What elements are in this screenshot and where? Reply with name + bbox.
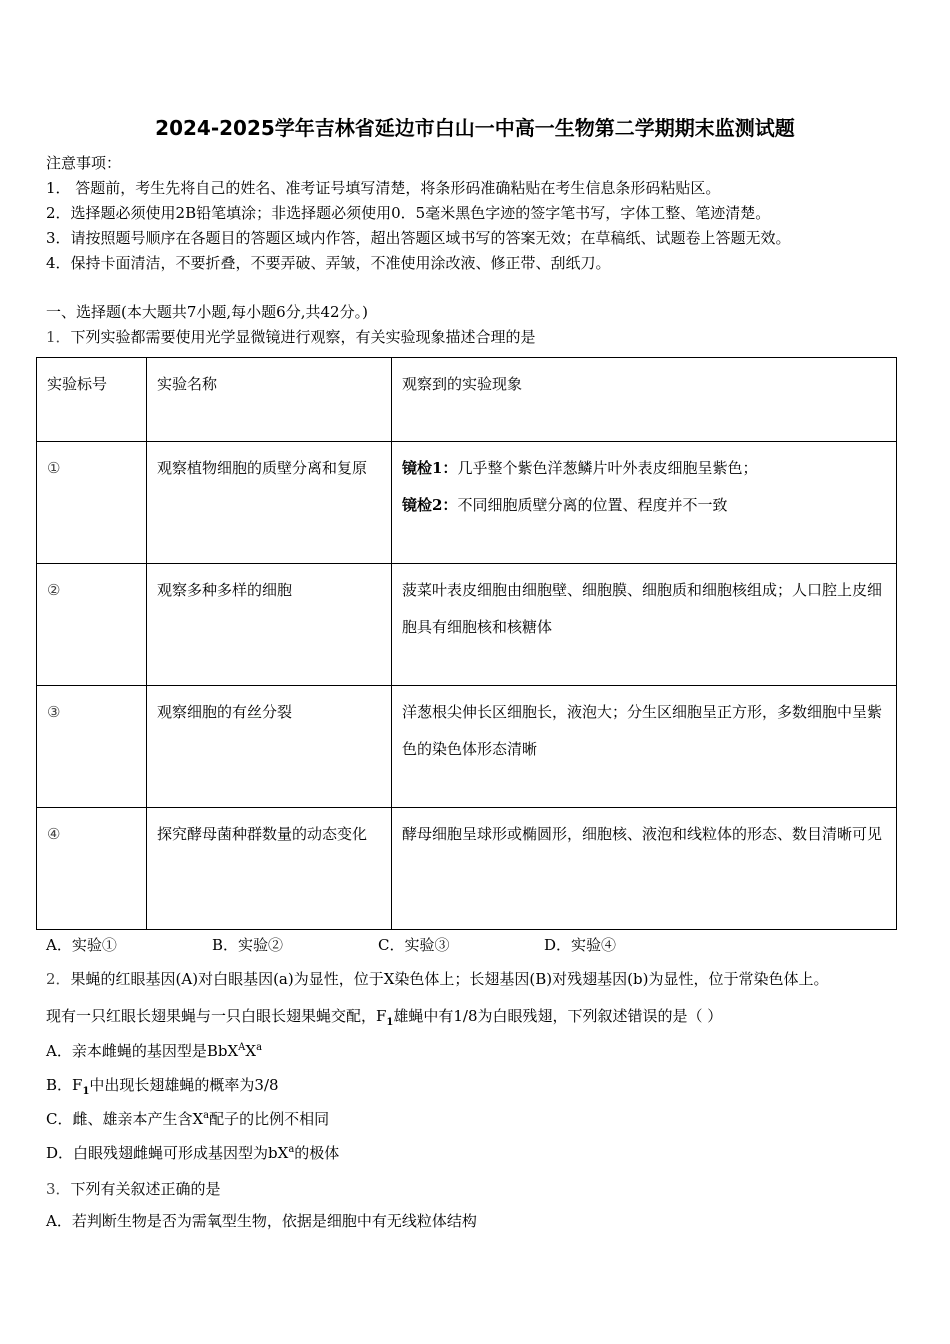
header-cell: 实验标号 <box>37 358 147 442</box>
option-text: B．F <box>46 1076 83 1094</box>
option-text: D．白眼残翅雌蝇可形成基因型为bX <box>46 1144 289 1162</box>
question-text: 雄蝇中有1/8为白眼残翅，下列叙述错误的是（ ） <box>393 1007 723 1025</box>
subscript: 1 <box>386 1017 394 1028</box>
question-3-stem <box>46 1178 221 1199</box>
experiment-id: ① <box>37 442 147 564</box>
experiment-id: ② <box>37 564 147 686</box>
observation-text: 几乎整个紫色洋葱鳞片叶外表皮细胞呈紫色； <box>457 459 758 477</box>
option-c: C．实验③ <box>378 936 450 954</box>
question-text: 现有一只红眼长翅果蝇与一只白眼长翅果蝇交配，F <box>46 1007 387 1025</box>
superscript: a <box>256 1042 263 1053</box>
question-1-options <box>46 934 710 955</box>
experiment-table <box>36 357 897 930</box>
question-2-stem <box>46 968 828 989</box>
question-text: 下列实验都需要使用光学显微镜进行观察，有关实验现象描述合理的是 <box>70 328 536 346</box>
section-heading: 一、选择题(本大题共7小题,每小题6分,共42分。) <box>46 303 368 321</box>
table-row <box>37 442 897 564</box>
header-cell: 实验名称 <box>147 358 392 442</box>
experiment-id: ③ <box>37 686 147 808</box>
question-2-stem-cont <box>46 1005 722 1028</box>
experiment-name: 观察多种多样的细胞 <box>147 564 392 686</box>
experiment-observation <box>392 442 897 564</box>
note-item: 4．保持卡面清洁，不要折叠，不要弄破、弄皱，不准使用涂改液、修正带、刮纸刀。 <box>46 254 611 272</box>
question-text: 下列有关叙述正确的是 <box>70 1180 221 1198</box>
table-row <box>37 686 897 808</box>
question-text: 果蝇的红眼基因(A)对白眼基因(a)为显性，位于X染色体上；长翅基因(B)对残翅基因(b)为显性，位于常染色体上。 <box>70 970 829 988</box>
superscript: a <box>203 1110 210 1121</box>
experiment-id: ④ <box>37 808 147 930</box>
note-item: 2．选择题必须使用2B铅笔填涂；非选择题必须使用0．5毫米黑色字迹的签字笔书写，字体工整、笔迹清楚。 <box>46 204 771 222</box>
observation-label: 镜检2： <box>402 496 458 514</box>
option-d <box>46 1142 339 1163</box>
superscript: A <box>238 1042 246 1053</box>
table-row <box>37 808 897 930</box>
note-item: 3．请按照题号顺序在各题目的答题区域内作答，超出答题区域书写的答案无效；在草稿纸、试题卷上答题无效。 <box>46 229 791 247</box>
note-item: 1． 答题前，考生先将自己的姓名、准考证号填写清楚，将条形码准确粘贴在考生信息条形码粘贴区。 <box>46 179 721 197</box>
question-number: 3． <box>46 1180 71 1198</box>
experiment-observation: 洋葱根尖伸长区细胞长，液泡大；分生区细胞呈正方形，多数细胞中呈紫色的染色体形态清晰 <box>392 686 897 808</box>
option-a: A．实验① <box>46 936 117 954</box>
table-header-row <box>37 358 897 442</box>
superscript: a <box>288 1144 295 1155</box>
experiment-name: 观察细胞的有丝分裂 <box>147 686 392 808</box>
option-d: D．实验④ <box>544 936 617 954</box>
experiment-observation: 酵母细胞呈球形或椭圆形，细胞核、液泡和线粒体的形态、数目清晰可见 <box>392 808 897 930</box>
option-text: 的极体 <box>294 1144 340 1162</box>
option-text: 中出现长翅雄蝇的概率为3/8 <box>89 1076 279 1094</box>
option-a <box>46 1040 262 1061</box>
question-number: 1． <box>46 328 71 346</box>
option-c <box>46 1108 329 1129</box>
table-row <box>37 564 897 686</box>
option-text: 配子的比例不相同 <box>209 1110 330 1128</box>
option-b <box>46 1074 279 1097</box>
option-a: A．若判断生物是否为需氧型生物，依据是细胞中有无线粒体结构 <box>46 1212 477 1230</box>
option-text: X <box>245 1042 257 1060</box>
experiment-name: 探究酵母菌种群数量的动态变化 <box>147 808 392 930</box>
observation-text: 不同细胞质壁分离的位置、程度并不一致 <box>457 496 728 514</box>
option-b: B．实验② <box>212 936 284 954</box>
question-1-stem <box>46 326 536 347</box>
notes-heading: 注意事项： <box>46 154 122 172</box>
subscript: 1 <box>82 1086 90 1097</box>
observation-label: 镜检1： <box>402 459 458 477</box>
experiment-observation: 菠菜叶表皮细胞由细胞壁、细胞膜、细胞质和细胞核组成；人口腔上皮细胞具有细胞核和核糖体 <box>392 564 897 686</box>
option-text: C．雌、雄亲本产生含X <box>46 1110 204 1128</box>
option-text: A．亲本雌蝇的基因型是BbX <box>46 1042 239 1060</box>
header-cell: 观察到的实验现象 <box>392 358 897 442</box>
question-number: 2． <box>46 970 71 988</box>
experiment-name: 观察植物细胞的质壁分离和复原 <box>147 442 392 564</box>
page-title: 2024-2025学年吉林省延边市白山一中高一生物第二学期期末监测试题 <box>155 116 795 140</box>
